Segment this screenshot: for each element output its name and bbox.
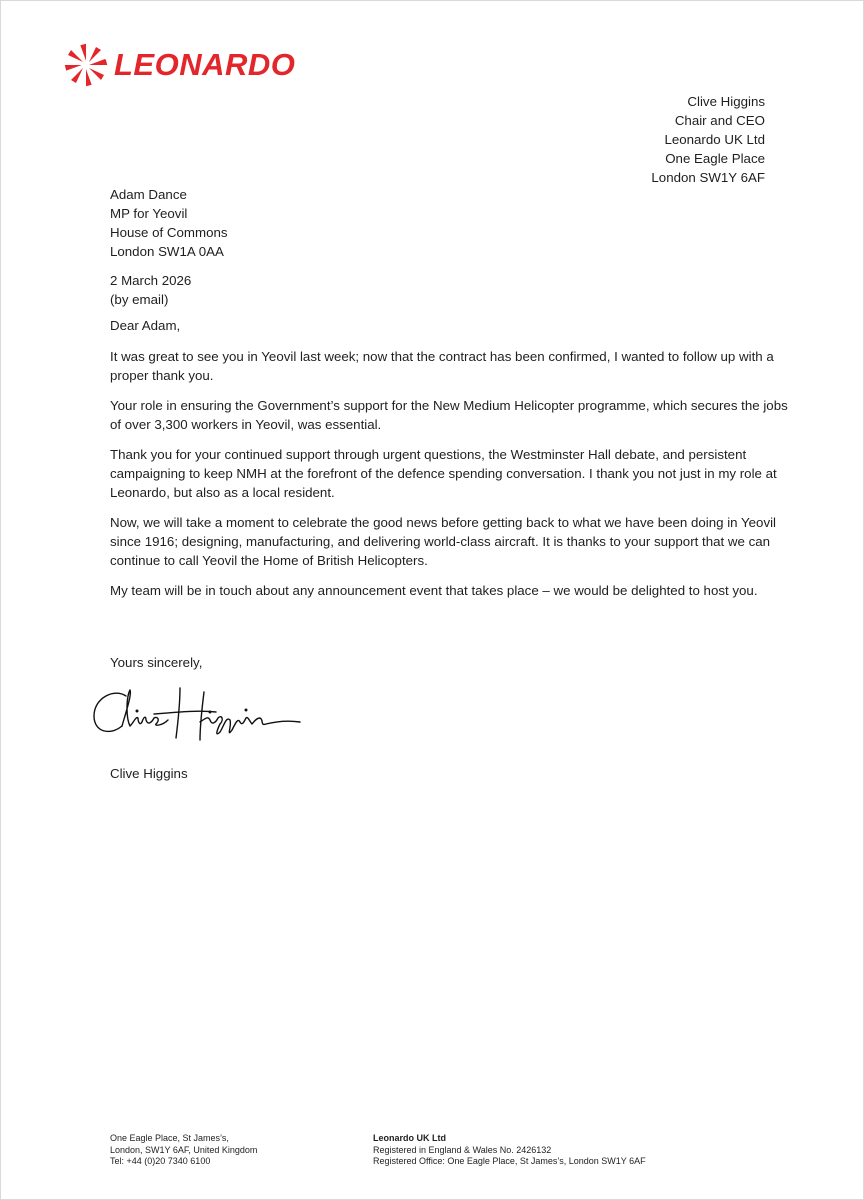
sender-company: Leonardo UK Ltd: [664, 132, 765, 147]
footer-registered-office: Registered Office: One Eagle Place, St James’s, London SW1Y 6AF: [373, 1156, 646, 1166]
signer-name: Clive Higgins: [110, 766, 188, 781]
date-block: [110, 271, 191, 309]
paragraph: It was great to see you in Yeovil last week; now that the contract has been confirmed, I wanted to follow up with a proper thank you.: [110, 349, 774, 383]
delivery-method: (by email): [110, 292, 169, 307]
footer-phone: Tel: +44 (0)20 7340 6100: [110, 1156, 211, 1166]
recipient-role: MP for Yeovil: [110, 206, 188, 221]
paragraph: Now, we will take a moment to celebrate the good news before getting back to what we have been doing in Yeovil since 1916; designing, manufacturing, and delivering world-class aircraft. It is thanks to your support that we can continue to call Yeovil the Home of British Helicopters.: [110, 515, 776, 568]
salutation: Dear Adam,: [110, 318, 181, 333]
paragraph: Thank you for your continued support through urgent questions, the Westminster Hall debate, and persistent campaigning to keep NMH at the forefront of the defence spending conversation. I thank you not just in my role at Leonardo, but also as a local resident.: [110, 447, 777, 500]
sender-address-block: [651, 92, 765, 187]
letter-body: [110, 347, 790, 611]
brand-logo: [64, 40, 295, 90]
footer-address-line: London, SW1Y 6AF, United Kingdom: [110, 1144, 258, 1155]
recipient-address: London SW1A 0AA: [110, 244, 224, 259]
sender-address-line1: One Eagle Place: [665, 151, 765, 166]
recipient-org: House of Commons: [110, 225, 228, 240]
brand-name: LEONARDO: [114, 47, 296, 82]
recipient-name: Adam Dance: [110, 187, 187, 202]
leonardo-logo-icon: [64, 43, 108, 87]
signature-image: [88, 682, 338, 746]
sender-name: Clive Higgins: [687, 94, 765, 109]
closing: Yours sincerely,: [110, 655, 203, 670]
footer-address-line: One Eagle Place, St James’s,: [110, 1133, 229, 1143]
footer-registration-number: Registered in England & Wales No. 2426132: [373, 1144, 552, 1155]
sender-title: Chair and CEO: [674, 113, 765, 128]
footer-company: Leonardo UK Ltd: [373, 1133, 446, 1143]
handwritten-signature: [88, 682, 338, 746]
footer-address: [110, 1133, 257, 1168]
letter-date: 2 March 2026: [110, 273, 192, 288]
recipient-address-block: [110, 185, 228, 261]
paragraph: My team will be in touch about any announcement event that takes place – we would be delighted to host you.: [110, 583, 758, 598]
footer-registration: [373, 1133, 646, 1168]
sender-address-line2: London SW1Y 6AF: [651, 170, 765, 185]
paragraph: Your role in ensuring the Government’s support for the New Medium Helicopter programme, which secures the jobs of over 3,300 workers in Yeovil, was essential.: [110, 398, 788, 432]
